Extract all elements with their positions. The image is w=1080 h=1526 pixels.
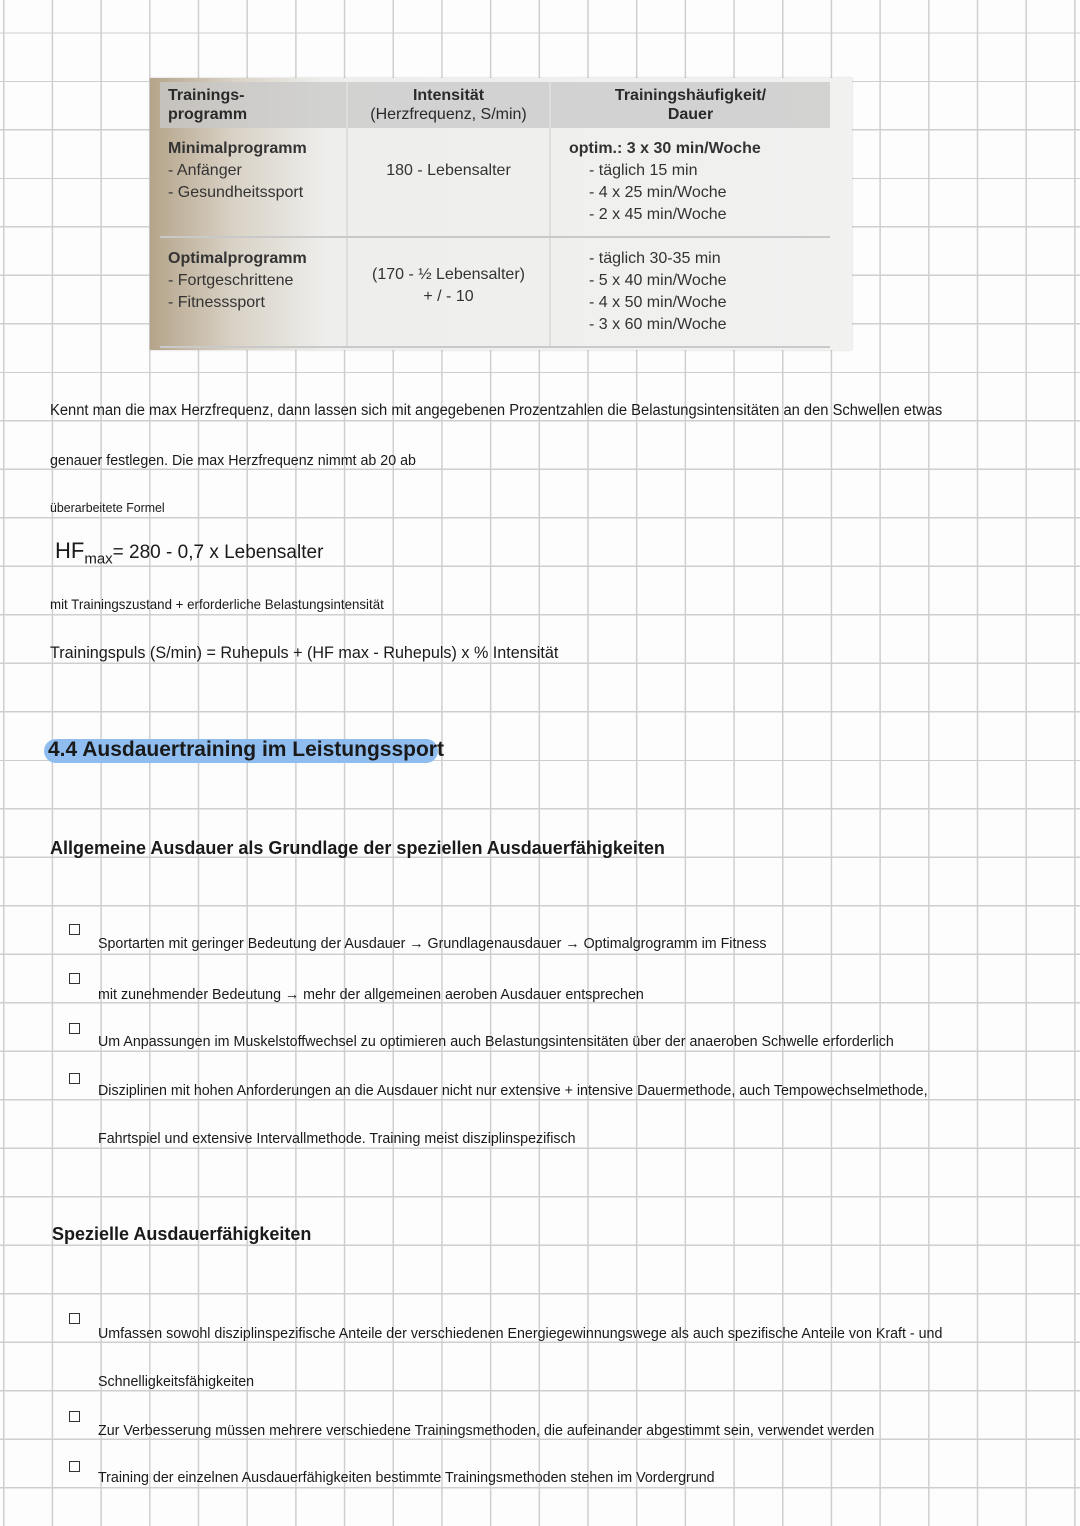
note-line: genauer festlegen. Die max Herzfrequenz nimmt ab 20 ab [50, 452, 416, 469]
trainingspuls-formula: Trainingspuls (S/min) = Ruhepuls + (HF max - Ruhepuls) x % Intensität [50, 643, 559, 662]
note-line: Kennt man die max Herzfrequenz, dann lassen sich mit angegebenen Prozentzahlen die Belastungsintensitäten an den Schwellen etwas [50, 402, 943, 419]
checkbox[interactable] [69, 1411, 80, 1422]
group: - Fitnesssport [168, 294, 265, 312]
program-cell [160, 128, 347, 237]
group: - Gesundheitssport [168, 184, 304, 202]
section-heading: 4.4 Ausdauertraining im Leistungssport [48, 738, 444, 761]
bullet-text-continued: Fahrtspiel und extensive Intervallmethode. Training meist disziplinspezifisch [98, 1130, 576, 1147]
header-frequency [550, 82, 830, 128]
bullet-text: Zur Verbesserung müssen mehrere verschiedene Trainingsmethoden, die aufeinander abgestimmt sein, verwendet werden [98, 1422, 875, 1439]
program-name: Optimalprogramm [168, 250, 307, 268]
header-text: programm [168, 106, 248, 124]
checkbox[interactable] [69, 924, 80, 935]
subheading: Spezielle Ausdauerfähigkeiten [52, 1224, 312, 1244]
header-text: Intensität [412, 87, 485, 104]
frequency: - 3 x 60 min/Woche [589, 316, 727, 334]
program-name: Minimalprogramm [168, 140, 307, 158]
frequency: - 4 x 25 min/Woche [589, 184, 727, 202]
formula-sub: max [84, 550, 113, 568]
bullet-text: Um Anpassungen im Muskelstoffwechsel zu optimieren auch Belastungsintensitäten über der anaeroben Schwelle erforderlich [98, 1033, 894, 1050]
frequency: - 5 x 40 min/Woche [589, 272, 727, 290]
bullet-text-continued: Schnelligkeitsfähigkeiten [98, 1373, 255, 1390]
checkbox[interactable] [69, 1461, 80, 1472]
group: - Anfänger [168, 162, 242, 180]
intensity: + / - 10 [423, 288, 474, 306]
header-text: Trainingshäufigkeit/ [614, 87, 767, 104]
frequency: - 2 x 45 min/Woche [589, 206, 727, 224]
header-text: (Herzfrequenz, S/min) [370, 106, 527, 124]
training-program-table [160, 82, 830, 348]
bullet-text: Training der einzelnen Ausdauerfähigkeiten bestimmte Trainingsmethoden stehen im Vordergrund [98, 1469, 715, 1486]
header-intensity [347, 82, 550, 128]
header-program [160, 82, 347, 128]
hfmax-formula [55, 540, 323, 566]
checkbox[interactable] [69, 1073, 80, 1084]
bullet-text: Disziplinen mit hohen Anforderungen an die Ausdauer nicht nur extensive + intensive Dauermethode, auch Tempowechselmethode, [98, 1082, 928, 1099]
formula-rest: = 280 - 0,7 x Lebensalter [112, 542, 324, 563]
checkbox[interactable] [69, 1023, 80, 1034]
group: - Fortgeschrittene [168, 272, 294, 290]
frequency-head: optim.: 3 x 30 min/Woche [569, 140, 761, 158]
checkbox[interactable] [69, 1313, 80, 1324]
frequency: - täglich 30-35 min [589, 250, 721, 268]
frequency-cell [550, 237, 830, 347]
note-line: mit Trainingszustand + erforderliche Belastungsintensität [50, 596, 384, 612]
subheading: Allgemeine Ausdauer als Grundlage der speziellen Ausdauerfähigkeiten [50, 838, 665, 858]
intensity-cell [347, 237, 550, 347]
bullet-text: Umfassen sowohl disziplinspezifische Anteile der verschiedenen Energiegewinnungswege als auch spezifische Anteile von Kraft - und [98, 1325, 943, 1342]
bullet-text: Sportarten mit geringer Bedeutung der Ausdauer → Grundlagenausdauer → Optimalgrogramm im Fitness [98, 935, 767, 952]
formula-label: überarbeitete Formel [50, 500, 165, 515]
checkbox[interactable] [69, 973, 80, 984]
intensity-cell [347, 128, 550, 237]
frequency-cell [550, 128, 830, 237]
header-text: Dauer [667, 106, 714, 124]
header-text: Trainings- [168, 87, 245, 104]
frequency: - 4 x 50 min/Woche [589, 294, 727, 312]
table-row [160, 237, 830, 347]
formula-hf: HF [55, 538, 85, 563]
table-header-row [160, 82, 830, 128]
bullet-text: mit zunehmender Bedeutung → mehr der allgemeinen aeroben Ausdauer entsprechen [98, 986, 644, 1003]
intensity: 180 - Lebensalter [386, 162, 511, 180]
table-row [160, 128, 830, 237]
program-cell [160, 237, 347, 347]
frequency: - täglich 15 min [589, 162, 698, 180]
intensity: (170 - ½ Lebensalter) [372, 266, 525, 284]
training-program-table-photo [150, 78, 852, 350]
